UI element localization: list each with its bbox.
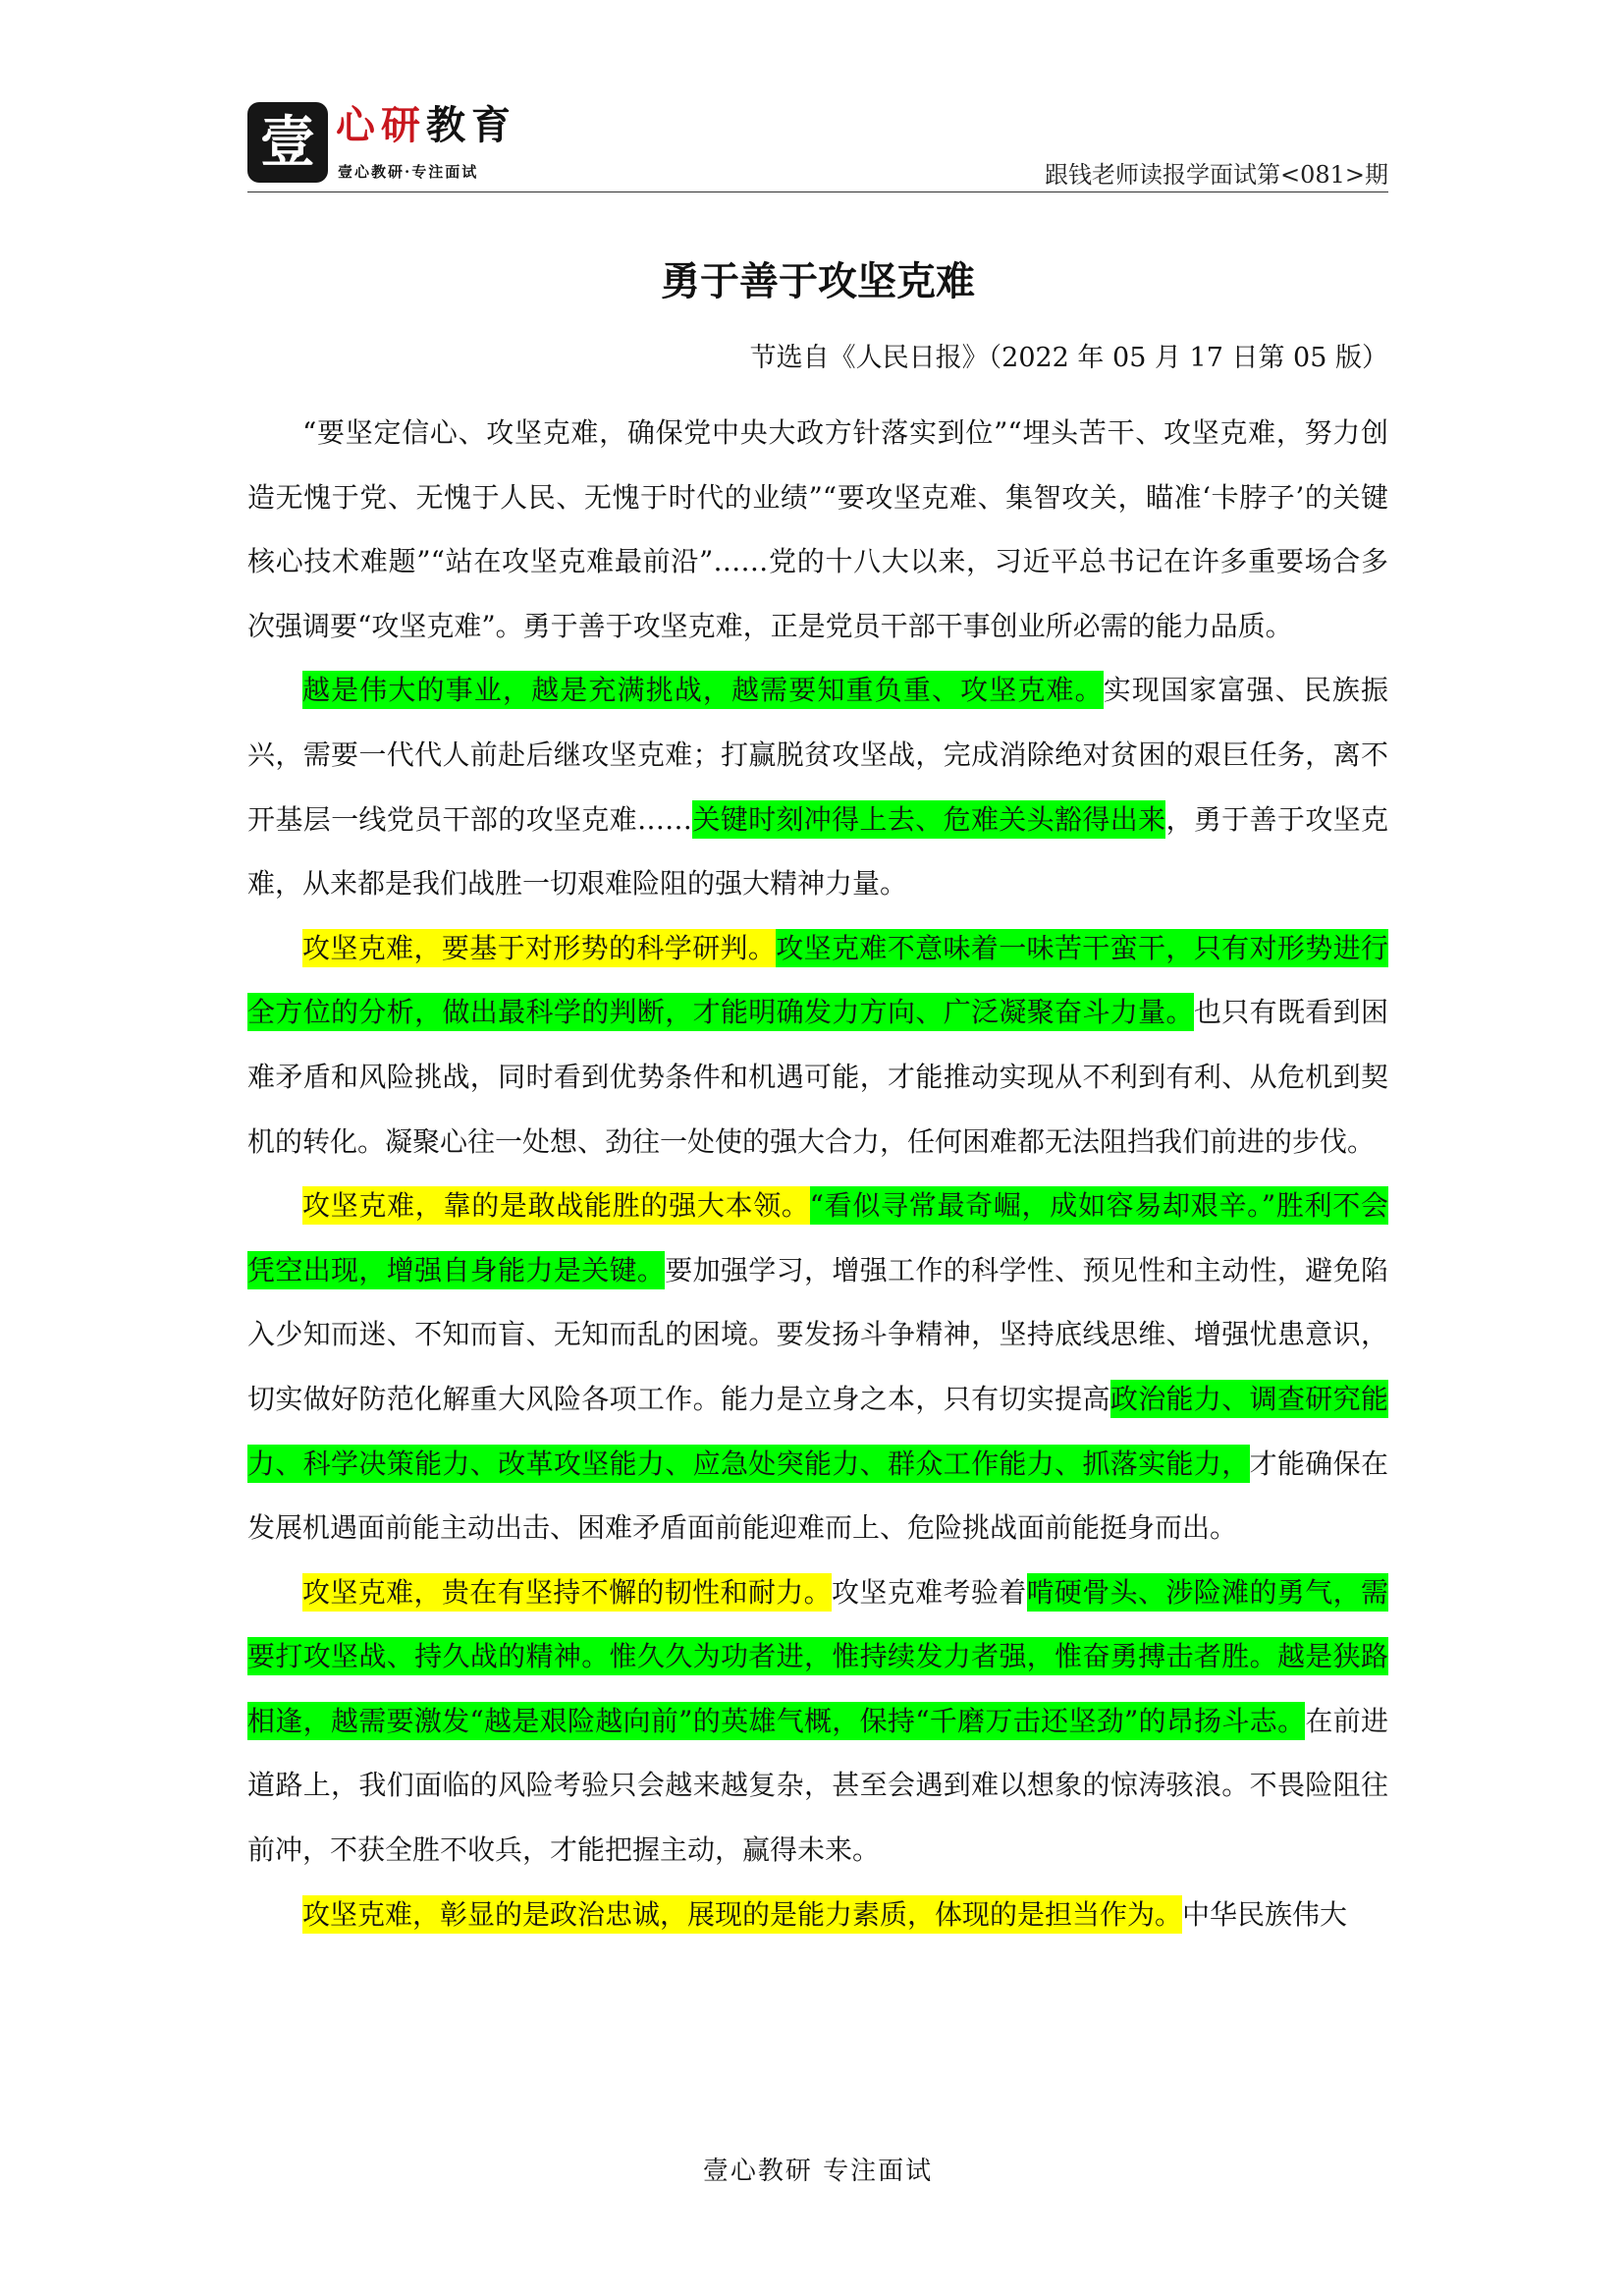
highlight-yellow: 攻坚克难，要基于对形势的科学研判。 — [302, 929, 776, 967]
article-body — [247, 401, 1388, 1946]
issue-label: 跟钱老师读报学面试第<081>期 — [1044, 161, 1388, 189]
paragraph-text: 实现国家富强、民族振兴，需要一代代人前赴后继攻坚克难；打赢脱贫攻坚战，完成消除绝对贫困的艰巨任务，离不开基层一线党员干部的攻坚克难…… — [247, 674, 1388, 836]
article-paragraph — [247, 1883, 1388, 1947]
logo-name-rest: 教育 — [426, 102, 516, 148]
article-paragraph — [247, 1174, 1388, 1560]
logo-name-red: 心研 — [336, 102, 426, 148]
highlight-green: 越是伟大的事业，越是充满挑战，越需要知重负重、攻坚克难。 — [302, 671, 1104, 709]
paragraph-text: “要坚定信心、攻坚克难，确保党中央大政方针落实到位”“埋头苦干、攻坚克难，努力创造无愧于党、无愧于人民、无愧于时代的业绩”“要攻坚克难、集智攻关，瞄准‘卡脖子’的关键核心技术难题”“站在攻坚克难最前沿”……党的十八大以来，习近平总书记在许多重要场合多次强调要“攻坚克难”。勇于善于攻坚克难，正是党员干部干事创业所必需的能力品质。 — [247, 416, 1388, 642]
page-footer: 壹心教研 专注面试 — [702, 2157, 934, 2186]
paragraph-text: 攻坚克难考验着 — [831, 1575, 1027, 1609]
logo-slogan: 壹心教研·专注面试 — [338, 163, 479, 181]
logo-name — [336, 102, 516, 149]
paragraph-text: ，勇于善于攻坚克难，从来都是我们战胜一切艰难险阻的强大精神力量。 — [247, 802, 1388, 901]
header-divider — [247, 191, 1388, 192]
logo-icon — [247, 102, 328, 183]
article-paragraph — [247, 1560, 1388, 1883]
article-paragraph — [247, 401, 1388, 658]
highlight-yellow: 攻坚克难，靠的是敢战能胜的强大本领。 — [302, 1186, 810, 1225]
paragraph-text: 要加强学习，增强工作的科学性、预见性和主动性，避免陷入少知而迷、不知而盲、无知而乱的困境。要发扬斗争精神，坚持底线思维、增强忧患意识，切实做好防范化解重大风险各项工作。能力是立身之本，只有切实提高 — [247, 1253, 1388, 1415]
paragraph-text: 才能确保在发展机遇面前能主动出击、困难矛盾面前能迎难而上、危险挑战面前能挺身而出。 — [247, 1447, 1388, 1545]
article-paragraph — [247, 658, 1388, 915]
highlight-green: 攻坚克难不意味着一味苦干蛮干，只有对形势进行全方位的分析，做出最科学的判断，才能明确发力方向、广泛凝聚奋斗力量。 — [247, 929, 1388, 1032]
page-header — [247, 98, 1388, 192]
article-title: 勇于善于攻坚克难 — [661, 259, 975, 304]
highlight-green: 啃硬骨头、涉险滩的勇气，需要打攻坚战、持久战的精神。惟久久为功者进，惟持续发力者强，惟奋勇搏击者胜。越是狭路相逢，越需要激发“越是艰险越向前”的英雄气概，保持“千磨万击还坚劲”的昂扬斗志。 — [247, 1573, 1388, 1740]
article-paragraph — [247, 916, 1388, 1174]
highlight-yellow: 攻坚克难，贵在有坚持不懈的韧性和耐力。 — [302, 1573, 832, 1612]
paragraph-text: 中华民族伟大 — [1182, 1897, 1348, 1931]
highlight-yellow: 攻坚克难，彰显的是政治忠诚，展现的是能力素质，体现的是担当作为。 — [302, 1895, 1182, 1934]
paragraph-text: 也只有既看到困难矛盾和风险挑战，同时看到优势条件和机遇可能，才能推动实现从不利到有利、从危机到契机的转化。凝聚心往一处想、劲往一处使的强大合力，任何困难都无法阻挡我们前进的步伐。 — [247, 996, 1388, 1158]
paragraph-text: 在前进道路上，我们面临的风险考验只会越来越复杂，甚至会遇到难以想象的惊涛骇浪。不畏险阻往前冲，不获全胜不收兵，才能把握主动，赢得未来。 — [247, 1704, 1388, 1867]
highlight-green: 关键时刻冲得上去、危难关头豁得出来 — [692, 800, 1165, 839]
highlight-green: 政治能力、调查研究能力、科学决策能力、改革攻坚能力、应急处突能力、群众工作能力、抓落实能力， — [247, 1380, 1388, 1483]
article-source: 节选自《人民日报》（2022 年 05 月 17 日第 05 版） — [749, 343, 1388, 373]
highlight-green: “看似寻常最奇崛，成如容易却艰辛。”胜利不会凭空出现，增强自身能力是关键。 — [247, 1186, 1388, 1289]
logo-char: 壹 — [260, 110, 315, 175]
